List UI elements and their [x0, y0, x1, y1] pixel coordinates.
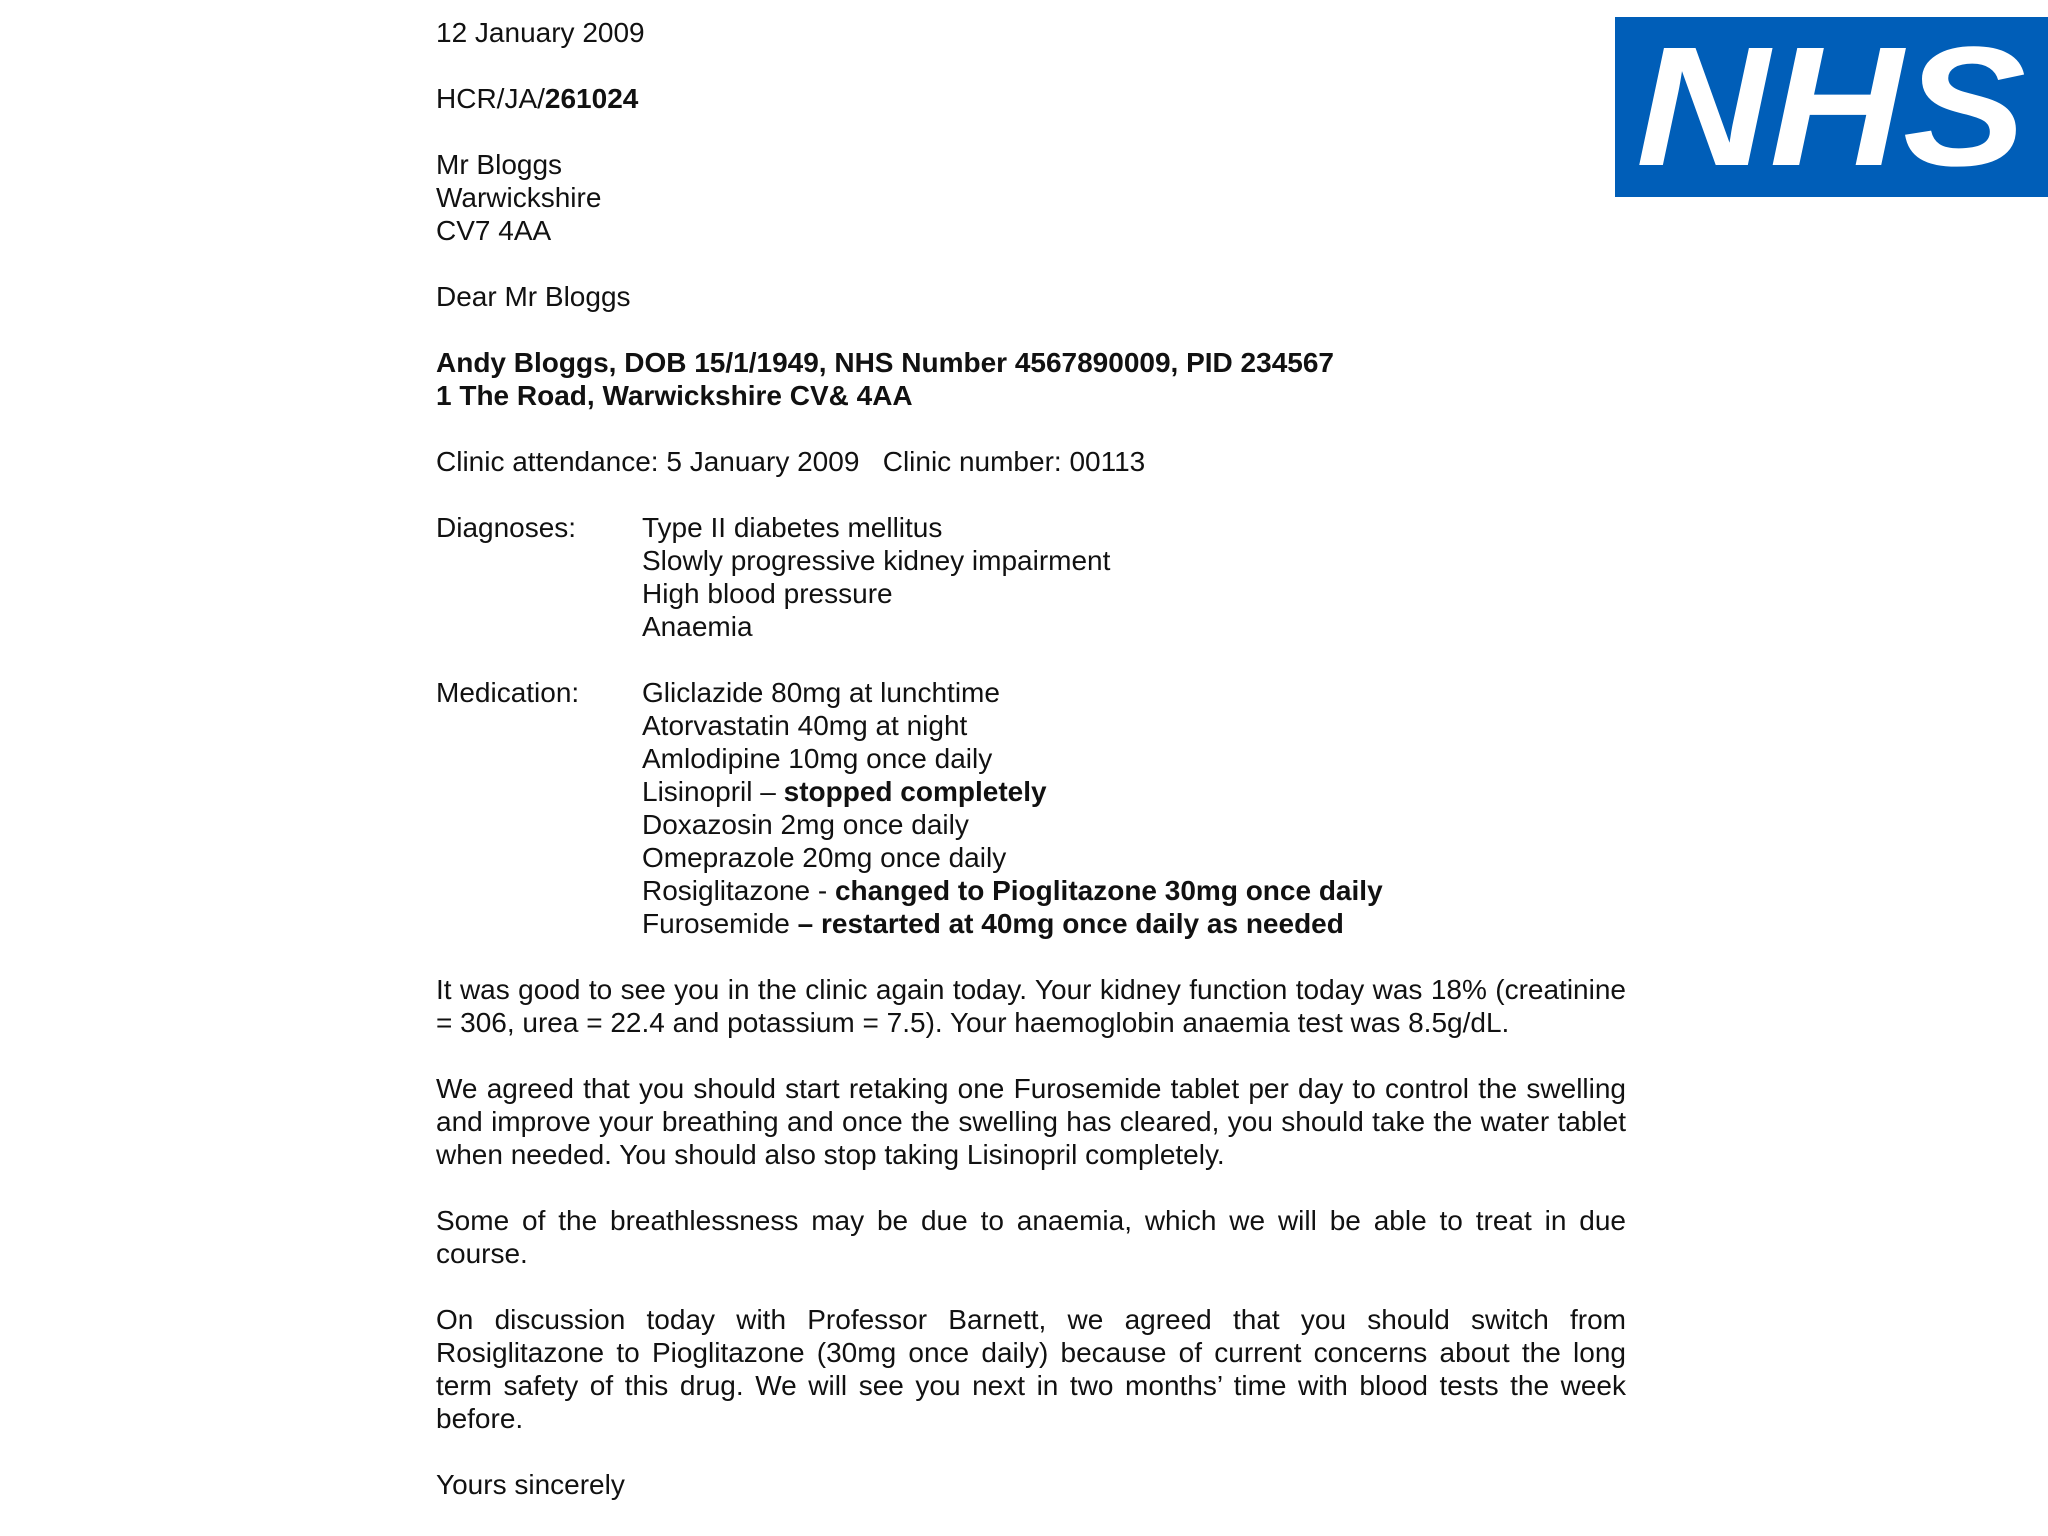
reference-prefix: HCR/JA/ — [436, 83, 545, 114]
medication-item — [642, 874, 1626, 907]
address-line: Mr Bloggs — [436, 149, 563, 180]
medication-change: – restarted at 40mg once daily as needed — [797, 908, 1344, 939]
paragraph-anaemia: Some of the breathlessness may be due to anaemia, which we will be able to treat in due course. — [436, 1205, 1626, 1269]
clinic-details: Clinic attendance: 5 January 2009 Clinic number: 00113 — [436, 446, 1146, 477]
diagnoses-list — [642, 511, 1626, 643]
recipient-address — [436, 148, 1626, 247]
medication-name: Atorvastatin 40mg at night — [642, 710, 968, 741]
patient-address: 1 The Road, Warwickshire CV& 4AA — [436, 380, 913, 411]
letter-body — [436, 16, 1626, 1501]
medication-item — [642, 676, 1626, 709]
medication-item — [642, 841, 1626, 874]
paragraph-pioglitazone: On discussion today with Professor Barnett, we agreed that you should switch from Rosiglitazone to Pioglitazone (30mg once daily) because of current concerns about the long term safety of this drug. We will see you next in two months’ time with blood tests the week before. — [436, 1304, 1626, 1434]
salutation: Dear Mr Bloggs — [436, 281, 631, 312]
diagnosis-item: Slowly progressive kidney impairment — [642, 545, 1111, 576]
address-line: CV7 4AA — [436, 215, 552, 246]
diagnosis-item: Anaemia — [642, 611, 753, 642]
nhs-logo-graphic — [1615, 17, 2048, 197]
medication-list — [642, 676, 1626, 940]
medication-item — [642, 709, 1626, 742]
diagnosis-item: Type II diabetes mellitus — [642, 512, 943, 543]
nhs-logo — [1615, 17, 2048, 197]
paragraph-furosemide: We agreed that you should start retaking one Furosemide tablet per day to control the swelling and improve your breathing and once the swelling has cleared, you should take the water tablet when needed. You should also stop taking Lisinopril completely. — [436, 1073, 1626, 1170]
diagnoses-label: Diagnoses: — [436, 512, 577, 543]
reference-number: 261024 — [544, 83, 639, 114]
nhs-logo-text: NHS — [1636, 17, 2026, 197]
medication-item — [642, 808, 1626, 841]
medication-name: Doxazosin 2mg once daily — [642, 809, 969, 840]
medication-item — [642, 742, 1626, 775]
patient-details: Andy Bloggs, DOB 15/1/1949, NHS Number 4567890009, PID 234567 — [436, 347, 1334, 378]
diagnosis-item: High blood pressure — [642, 578, 893, 609]
diagnoses-section — [436, 511, 1626, 643]
medication-name: Lisinopril – — [642, 776, 784, 807]
medication-item — [642, 775, 1626, 808]
medication-label: Medication: — [436, 677, 580, 708]
medication-name: Amlodipine 10mg once daily — [642, 743, 993, 774]
letter-date: 12 January 2009 — [436, 17, 645, 48]
medication-name: Furosemide — [642, 908, 798, 939]
medication-name: Gliclazide 80mg at lunchtime — [642, 677, 1000, 708]
address-line: Warwickshire — [436, 182, 602, 213]
medication-name: Rosiglitazone - — [642, 875, 835, 906]
closing: Yours sincerely — [436, 1469, 625, 1500]
medication-change: stopped completely — [783, 776, 1047, 807]
medication-item — [642, 907, 1626, 940]
medication-name: Omeprazole 20mg once daily — [642, 842, 1007, 873]
reference — [436, 82, 1626, 115]
paragraph-kidney-function: It was good to see you in the clinic again today. Your kidney function today was 18% (creatinine = 306, urea = 22.4 and potassium = 7.5). Your haemoglobin anaemia test was 8.5g/dL. — [436, 974, 1626, 1038]
medication-section — [436, 676, 1626, 940]
medication-change: changed to Pioglitazone 30mg once daily — [834, 875, 1383, 906]
